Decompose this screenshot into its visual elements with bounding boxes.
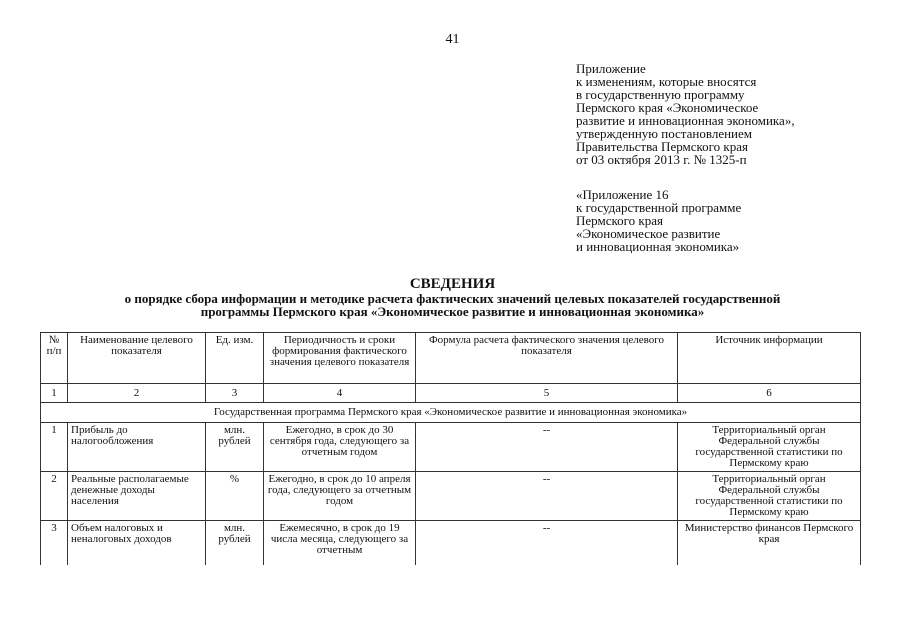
column-numbers-row	[41, 384, 861, 403]
appendix-line: Приложение	[576, 61, 646, 76]
row-source: Территориальный орган Федеральной службы государственной статистики по Пермскому краю	[678, 423, 861, 472]
row-formula: --	[416, 423, 678, 472]
header-source: Источник информации	[678, 333, 861, 384]
section-row	[41, 403, 861, 423]
row-formula: --	[416, 472, 678, 521]
row-period: Ежегодно, в срок до 30 сентября года, следующего за отчетным годом	[264, 423, 416, 472]
appendix-line: развитие и инновационная экономика»,	[576, 113, 795, 128]
appendix-note	[576, 62, 795, 166]
row-unit: млн. рублей	[206, 423, 264, 472]
row-period: Ежемесячно, в срок до 19 числа месяца, следующего за отчетным	[264, 521, 416, 566]
table-row	[41, 423, 861, 472]
header-period: Периодичность и сроки формирования фактического значения целевого показателя	[264, 333, 416, 384]
column-number: 1	[41, 384, 68, 403]
column-number: 5	[416, 384, 678, 403]
title-line-2: программы Пермского края «Экономическое развитие и инновационная экономика»	[200, 304, 705, 319]
appendix16-line: «Экономическое развитие	[576, 226, 721, 241]
appendix-line: Правительства Пермского края	[576, 139, 748, 154]
row-name: Прибыль до налогообложения	[68, 423, 206, 472]
row-unit: %	[206, 472, 264, 521]
header-name: Наименование целевого показателя	[68, 333, 206, 384]
appendix16-note	[576, 188, 741, 253]
header-num: № п/п	[41, 333, 68, 384]
column-number: 2	[68, 384, 206, 403]
appendix-line: утвержденную постановлением	[576, 126, 753, 141]
appendix-line: в государственную программу	[576, 87, 745, 102]
column-number: 3	[206, 384, 264, 403]
row-num: 1	[41, 423, 68, 472]
title-line-1: о порядке сбора информации и методике расчета фактических значений целевых показателей государственной	[124, 291, 781, 306]
row-num: 2	[41, 472, 68, 521]
appendix-line: Пермского края «Экономическое	[576, 100, 759, 115]
appendix16-line: Пермского края	[576, 213, 663, 228]
row-num: 3	[41, 521, 68, 566]
header-unit: Ед. изм.	[206, 333, 264, 384]
appendix16-line: «Приложение 16	[576, 187, 669, 202]
appendix16-line: к государственной программе	[576, 200, 742, 215]
row-unit: млн. рублей	[206, 521, 264, 566]
row-formula: --	[416, 521, 678, 566]
row-source: Министерство финансов Пермского края	[678, 521, 861, 566]
title-main: СВЕДЕНИЯ	[409, 276, 496, 292]
column-number: 4	[264, 384, 416, 403]
row-name: Объем налоговых и неналоговых доходов	[68, 521, 206, 566]
section-title: Государственная программа Пермского края «Экономическое развитие и инновационная экономика»	[41, 403, 861, 423]
row-source: Территориальный орган Федеральной службы государственной статистики по Пермскому краю	[678, 472, 861, 521]
row-period: Ежегодно, в срок до 10 апреля года, следующего за отчетным годом	[264, 472, 416, 521]
table-row	[41, 472, 861, 521]
appendix16-line: и инновационная экономика»	[576, 239, 740, 254]
table-row	[41, 521, 861, 566]
header-formula: Формула расчета фактического значения целевого показателя	[416, 333, 678, 384]
page-number: 41	[445, 32, 460, 47]
row-name: Реальные располагаемые денежные доходы населения	[68, 472, 206, 521]
document-title	[0, 277, 905, 318]
appendix-line: от 03 октября 2013 г. № 1325-п	[576, 152, 747, 167]
appendix-line: к изменениям, которые вносятся	[576, 74, 757, 89]
table-header-row	[41, 333, 861, 384]
column-number: 6	[678, 384, 861, 403]
indicators-table	[40, 332, 861, 565]
